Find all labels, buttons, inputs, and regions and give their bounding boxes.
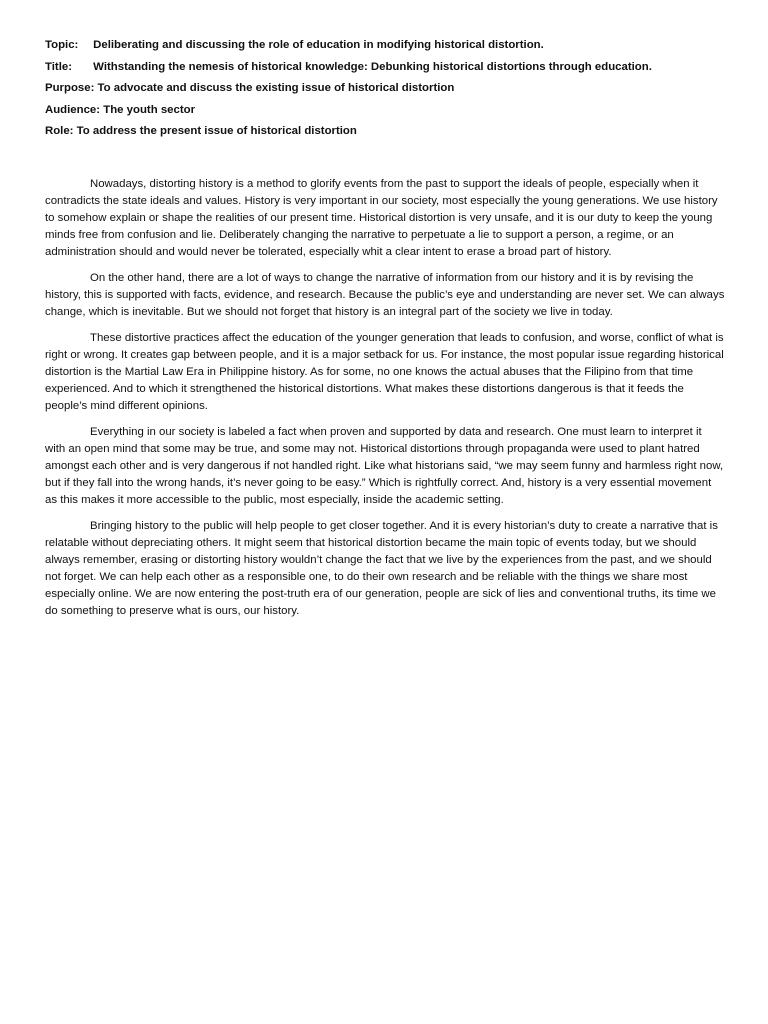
paragraph-3: These distortive practices affect the education of the younger generation that leads to confusion, and worse, conflict of what is right or wrong. It creates gap between people, and it is a major setback for us. For instance, the most popular issue regarding historical distortion is the Martial Law Era in Philippine history. As for some, no one knows the actual abuses that the Filipino from that time experienced. And to which it strengthened the historical distortions. What makes these distortions dangerous is that it feeds the people’s mind different opinions. xyxy=(45,332,724,412)
title-label: Title: xyxy=(45,60,73,73)
topic-label: Topic: xyxy=(45,39,79,51)
purpose-value: To advocate and discuss the existing issue of historical distortion xyxy=(97,82,455,95)
paragraph-5: Bringing history to the public will help people to get closer together. And it is every historian’s duty to create a narrative that is relatable without depreciating others. It might seem that historical distortion became the main topic of events today, but we should always remember, erasing or distorting history wouldn’t change the fact that we live by the experiences from the past, and we should not forget. We can help each other as a responsible one, to do their own research and be reliable with the things we share most especially online. We are now entering the post-truth era of our generation, people are sick of lies and conventional truths, its time we do something to preserve what is ours, our history. xyxy=(45,520,718,617)
title-value: Withstanding the nemesis of historical knowledge: Debunking historical distortions through education. xyxy=(93,60,652,73)
audience-value: The youth sector xyxy=(103,103,196,116)
title-line xyxy=(45,57,735,79)
audience-line xyxy=(45,100,735,122)
essay-body xyxy=(45,176,725,629)
document-header xyxy=(45,35,735,143)
paragraph-1: Nowadays, distorting history is a method to glorify events from the past to support the ideals of people, especially when it contradicts the state ideals and values. History is very important in our society, most especially the young generations. We use history to somehow explain or shape the realities of our present time. Historical distortion is very unsafe, and it is our duty to keep the young minds free from confusion and lie. Deliberately changing the narrative to perpetuate a lie to support a person, a regime, or an administration should and would never be tolerated, especially whit a clear intent to erase a broad part of history. xyxy=(45,178,718,258)
purpose-line xyxy=(45,78,735,100)
topic-line xyxy=(45,35,735,57)
paragraph-4: Everything in our society is labeled a fact when proven and supported by data and research. One must learn to interpret it with an open mind that some may be true, and some may not. Historical distortions through propaganda were used to plant hatred amongst each other and is very dangerous if not handled right. Like what historians said, “we may seem funny and harmless right now, but if they fall into the wrong hands, it’s never going to be easy.” Which is rightfully correct. And, history is a very essential movement as this makes it more accessible to the public, most especially, inside the academic setting. xyxy=(45,426,724,506)
role-value: To address the present issue of historical distortion xyxy=(76,125,357,138)
role-line xyxy=(45,121,735,143)
topic-value: Deliberating and discussing the role of education in modifying historical distortion. xyxy=(93,39,544,51)
audience-label: Audience: xyxy=(45,103,101,116)
role-label: Role: xyxy=(45,125,74,138)
paragraph-2: On the other hand, there are a lot of ways to change the narrative of information from our history and it is by revising the history, this is supported with facts, evidence, and research. Because the public’s eye and understanding are never set. We can always change, which is inevitable. But we should not forget that history is an integral part of the society we live in today. xyxy=(45,272,725,318)
purpose-label: Purpose: xyxy=(45,82,95,95)
